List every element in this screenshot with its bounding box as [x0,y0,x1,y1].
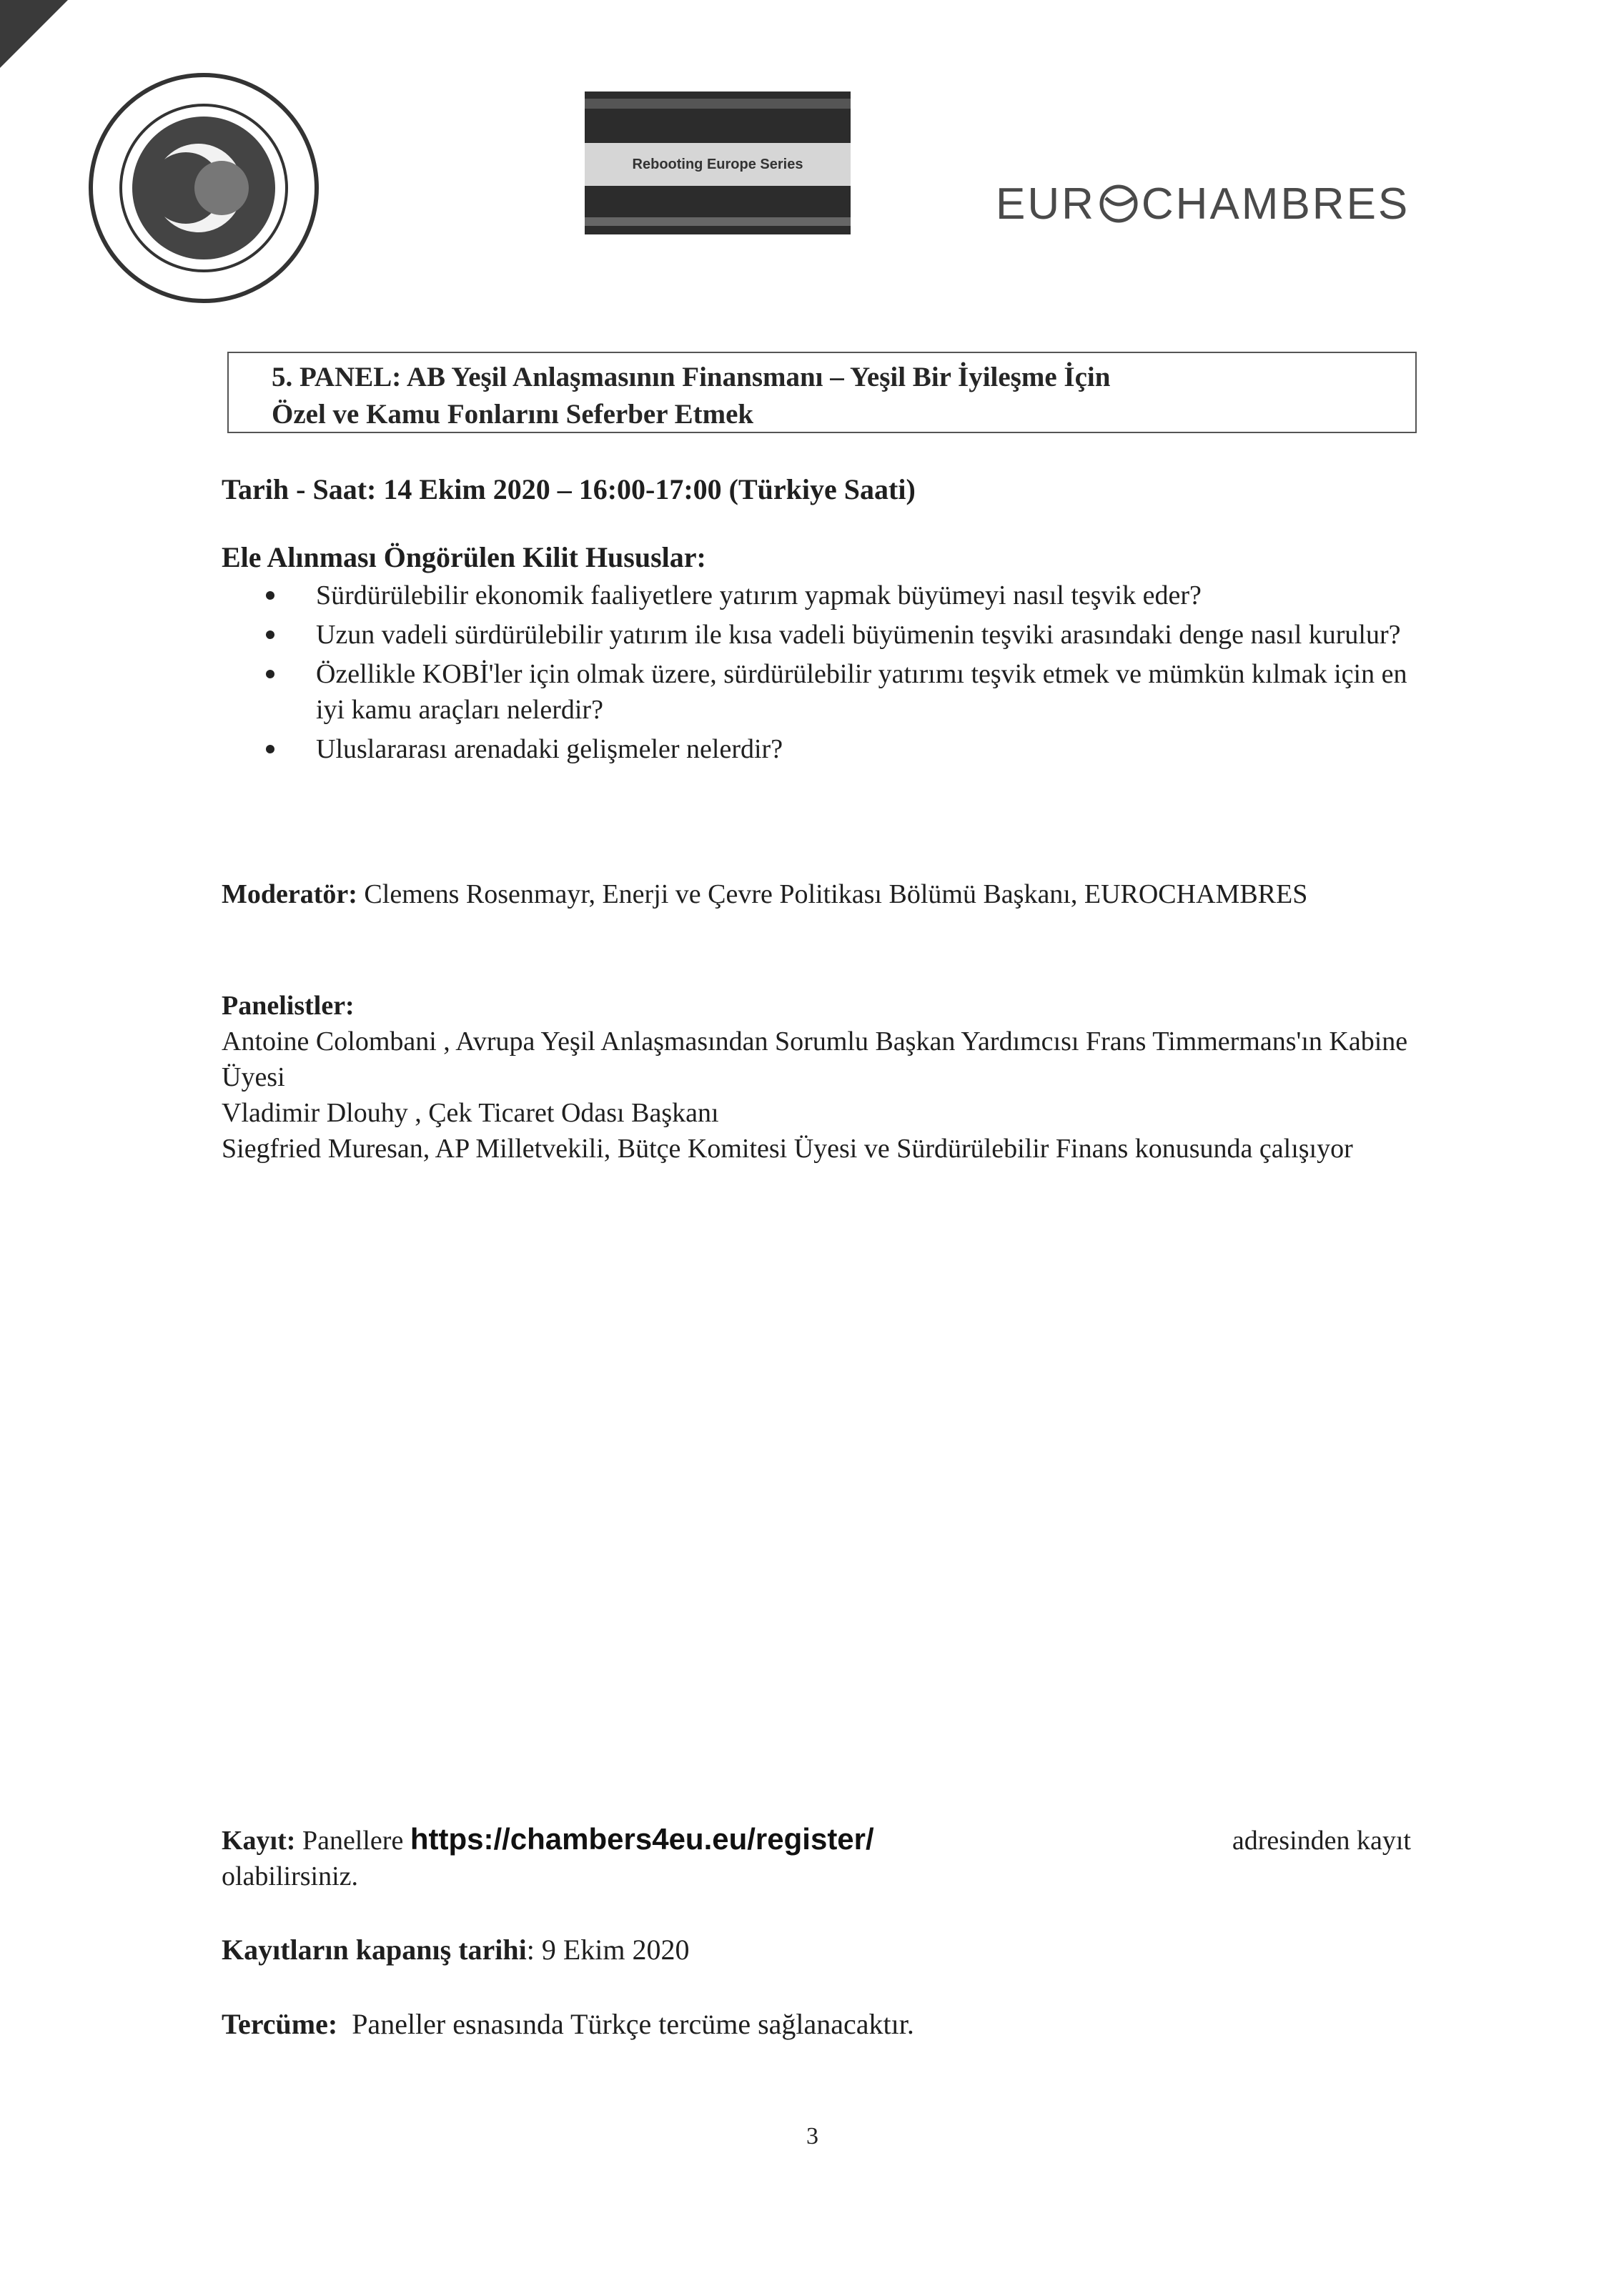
tobb-logo [86,70,322,306]
bullet-icon [266,591,274,600]
translation-section [222,2007,914,2042]
bullet-icon [266,670,274,678]
moderator-section [222,876,1408,912]
list-item: Uluslararası arenadaki gelişmeler nelerdir? [266,731,1410,767]
bullet-icon [266,630,274,639]
registration-pre: Panellere [302,1826,404,1856]
rebooting-europe-logo [585,91,851,234]
list-item: Özellikle KOBİ'ler için olmak üzere, sürdürülebilir yatırımı teşvik etmek ve mümkün kılmak için en iyi kamu araçları nelerdir? [266,656,1410,728]
page-corner-shadow [0,0,68,68]
moderator-label: Moderatör: [222,879,357,909]
event-date: Tarih - Saat: 14 Ekim 2020 – 16:00-17:00 (Türkiye Saati) [222,473,916,505]
page-number: 3 [806,2123,818,2149]
eurochambres-text-right: CHAMBRES [1141,179,1410,229]
moderator-text: Clemens Rosenmayr, Enerji ve Çevre Politikası Bölümü Başkanı, EUROCHAMBRES [364,879,1308,909]
deadline-section [222,1932,690,1968]
key-issues-heading: Ele Alınması Öngörülen Kilit Hususlar: [222,541,706,573]
registration-line2: olabilirsiniz. [222,1861,359,1891]
panel-title-box [227,352,1417,433]
panelists-heading: Panelistler: [222,991,355,1021]
panelist-item: Siegfried Muresan, AP Milletvekili, Bütçe Komitesi Üyesi ve Sürdürülebilir Finans konusunda çalışıyor [222,1134,1353,1164]
panel-title-line1: 5. PANEL: AB Yeşil Anlaşmasının Finansmanı – Yeşil Bir İyileşme İçin [272,362,1111,392]
panelist-item: Vladimir Dlouhy , Çek Ticaret Odası Başkanı [222,1098,719,1128]
eurochambres-text-left: EUR [996,179,1096,229]
logo-strip [585,99,851,109]
eurochambres-logo [996,175,1410,232]
deadline-label: Kayıtların kapanış tarihi [222,1934,527,1966]
logo-band [585,143,851,186]
rebooting-europe-text: Rebooting Europe Series [632,156,803,172]
panelists-list [222,1024,1408,1167]
registration-section [222,1821,1411,1894]
bullet-icon [266,745,274,753]
key-issues-list [266,578,1410,771]
registration-label: Kayıt: [222,1826,296,1856]
eurochambres-o-icon [1097,182,1140,225]
registration-link[interactable]: https://chambers4eu.eu/register/ [410,1822,874,1856]
panelist-item: Antoine Colombani , Avrupa Yeşil Anlaşmasından Sorumlu Başkan Yardımcısı Frans Timmermans'ın Kabine Üyesi [222,1026,1408,1092]
panel-title-line2: Özel ve Kamu Fonlarını Seferber Etmek [272,399,754,430]
list-item: Uzun vadeli sürdürülebilir yatırım ile kısa vadeli büyümenin teşviki arasındaki denge nasıl kurulur? [266,617,1410,653]
logo-strip [585,217,851,226]
translation-text: Paneller esnasında Türkçe tercüme sağlanacaktır. [352,2008,914,2040]
list-item: Sürdürülebilir ekonomik faaliyetlere yatırım yapmak büyümeyi nasıl teşvik eder? [266,578,1410,613]
translation-label: Tercüme: [222,2008,338,2040]
deadline-value: : 9 Ekim 2020 [526,1934,690,1966]
registration-post: adresinden kayıt [1232,1826,1411,1856]
